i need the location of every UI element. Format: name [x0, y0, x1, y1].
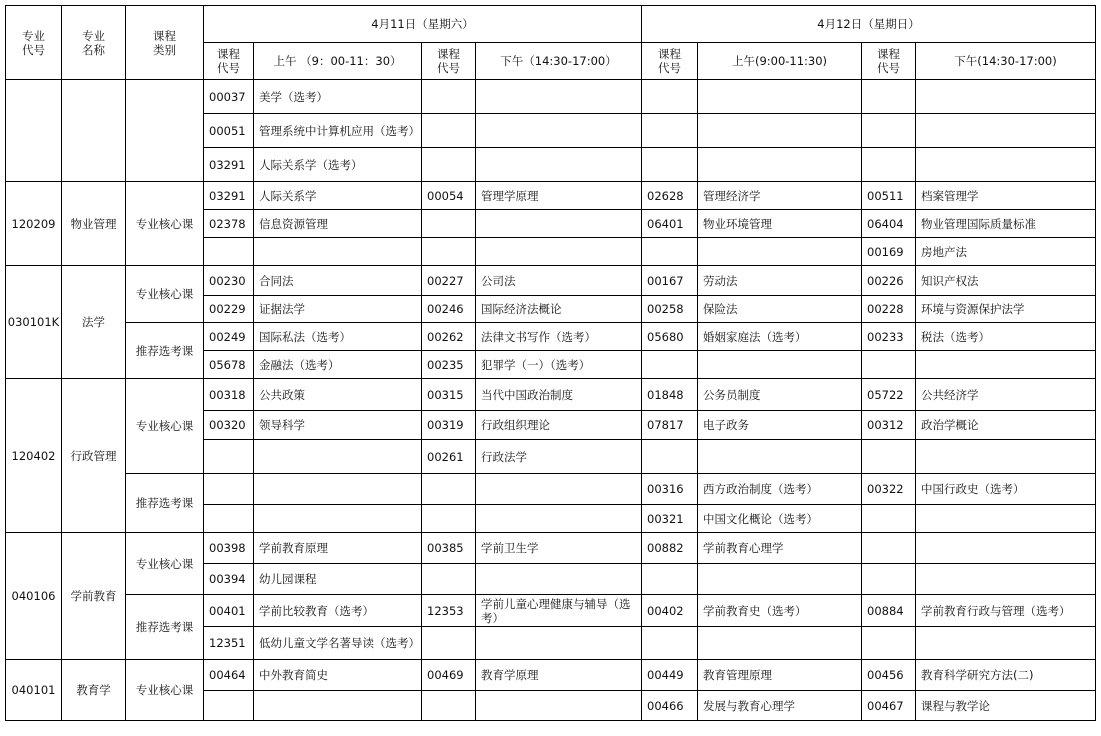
empty-cell [862, 627, 916, 660]
empty-cell [862, 114, 916, 148]
table-row [6, 182, 1096, 210]
course-name-cell: 领导科学 [254, 411, 422, 440]
course-code-cell: 00511 [862, 182, 916, 210]
course-name-cell: 物业环境管理 [698, 210, 862, 238]
course-code-cell: 00230 [204, 266, 254, 296]
major-code: 120402 [6, 379, 62, 533]
course-category: 专业核心课 [126, 182, 204, 266]
empty-cell [204, 440, 254, 474]
empty-cell [916, 627, 1096, 660]
course-code-cell: 00320 [204, 411, 254, 440]
course-name-cell: 国际私法（选考） [254, 323, 422, 351]
course-code-cell: 00037 [204, 80, 254, 114]
table-row [6, 595, 1096, 627]
empty-cell [698, 440, 862, 474]
empty-cell [916, 148, 1096, 182]
course-name-cell: 劳动法 [698, 266, 862, 296]
course-category: 推荐选考课 [126, 474, 204, 533]
course-code-cell: 00449 [642, 660, 698, 691]
course-code-cell: 00169 [862, 238, 916, 266]
empty-cell [642, 440, 698, 474]
empty-cell [916, 114, 1096, 148]
empty-cell [862, 440, 916, 474]
empty-cell [862, 351, 916, 379]
major-name: 法学 [62, 266, 126, 379]
major-name: 物业管理 [62, 182, 126, 266]
empty-cell [126, 80, 204, 182]
empty-cell [862, 505, 916, 533]
course-name-cell: 学前教育史（选考） [698, 595, 862, 627]
course-code-cell: 00322 [862, 474, 916, 505]
course-code-cell: 00249 [204, 323, 254, 351]
empty-cell [204, 505, 254, 533]
header-major-name: 专业名称 [62, 6, 126, 80]
course-name-cell: 管理系统中计算机应用（选考） [254, 114, 422, 148]
course-name-cell: 犯罪学（一）（选考） [476, 351, 642, 379]
course-code-cell: 00398 [204, 533, 254, 564]
empty-cell [476, 505, 642, 533]
course-code-cell: 00235 [422, 351, 476, 379]
empty-cell [916, 440, 1096, 474]
course-code-cell: 00228 [862, 296, 916, 323]
course-code-cell: 00261 [422, 440, 476, 474]
course-name-cell: 公司法 [476, 266, 642, 296]
table-row [6, 533, 1096, 564]
course-code-cell: 00246 [422, 296, 476, 323]
course-code-cell: 06401 [642, 210, 698, 238]
course-name-cell: 幼儿园课程 [254, 564, 422, 595]
course-code-cell: 06404 [862, 210, 916, 238]
empty-cell [476, 564, 642, 595]
empty-cell [254, 505, 422, 533]
empty-cell [916, 80, 1096, 114]
course-category: 推荐选考课 [126, 595, 204, 660]
empty-cell [422, 627, 476, 660]
course-code-cell: 05680 [642, 323, 698, 351]
course-name-cell: 环境与资源保护法学 [916, 296, 1096, 323]
course-code-cell: 00466 [642, 691, 698, 721]
course-name-cell: 管理学原理 [476, 182, 642, 210]
header-course-code: 课程代号 [422, 43, 476, 80]
course-name-cell: 学前教育心理学 [698, 533, 862, 564]
header-course-code: 课程代号 [642, 43, 698, 80]
empty-cell [642, 114, 698, 148]
course-code-cell: 03291 [204, 148, 254, 182]
course-name-cell: 教育学原理 [476, 660, 642, 691]
course-name-cell: 中国行政史（选考） [916, 474, 1096, 505]
course-code-cell: 00262 [422, 323, 476, 351]
empty-cell [698, 80, 862, 114]
course-name-cell: 证据法学 [254, 296, 422, 323]
table-row [6, 660, 1096, 691]
course-code-cell: 05678 [204, 351, 254, 379]
course-name-cell: 教育科学研究方法(二) [916, 660, 1096, 691]
course-name-cell: 物业管理国际质量标准 [916, 210, 1096, 238]
empty-cell [862, 564, 916, 595]
empty-cell [642, 351, 698, 379]
course-code-cell: 00315 [422, 379, 476, 411]
empty-cell [642, 564, 698, 595]
empty-cell [476, 691, 642, 721]
course-code-cell: 00469 [422, 660, 476, 691]
course-name-cell: 知识产权法 [916, 266, 1096, 296]
major-code: 030101K [6, 266, 62, 379]
table-row [6, 474, 1096, 505]
course-code-cell: 00167 [642, 266, 698, 296]
course-name-cell: 课程与教学论 [916, 691, 1096, 721]
empty-cell [698, 564, 862, 595]
course-name-cell: 行政组织理论 [476, 411, 642, 440]
empty-cell [6, 80, 62, 182]
course-name-cell: 发展与教育心理学 [698, 691, 862, 721]
empty-cell [476, 148, 642, 182]
empty-cell [422, 564, 476, 595]
major-code: 120209 [6, 182, 62, 266]
empty-cell [422, 148, 476, 182]
course-name-cell: 税法（选考） [916, 323, 1096, 351]
course-code-cell: 00402 [642, 595, 698, 627]
course-name-cell: 金融法（选考） [254, 351, 422, 379]
course-name-cell: 人际关系学 [254, 182, 422, 210]
course-name-cell: 学前教育原理 [254, 533, 422, 564]
course-code-cell: 02378 [204, 210, 254, 238]
course-code-cell: 00229 [204, 296, 254, 323]
course-code-cell: 02628 [642, 182, 698, 210]
empty-cell [204, 691, 254, 721]
empty-cell [916, 533, 1096, 564]
empty-cell [642, 148, 698, 182]
course-code-cell: 00385 [422, 533, 476, 564]
header-course-code: 课程代号 [204, 43, 254, 80]
course-code-cell: 01848 [642, 379, 698, 411]
empty-cell [204, 238, 254, 266]
table-row [6, 379, 1096, 411]
course-name-cell: 教育管理原理 [698, 660, 862, 691]
course-name-cell: 政治学概论 [916, 411, 1096, 440]
course-name-cell: 低幼儿童文学名著导读（选考） [254, 627, 422, 660]
major-code: 040106 [6, 533, 62, 660]
empty-cell [422, 210, 476, 238]
course-code-cell: 00226 [862, 266, 916, 296]
empty-cell [254, 440, 422, 474]
header-am-day2: 上午(9:00-11:30) [698, 43, 862, 80]
header-course-code: 课程代号 [862, 43, 916, 80]
course-name-cell: 西方政治制度（选考） [698, 474, 862, 505]
course-code-cell: 12353 [422, 595, 476, 627]
course-code-cell: 00467 [862, 691, 916, 721]
course-name-cell: 国际经济法概论 [476, 296, 642, 323]
empty-cell [642, 627, 698, 660]
course-code-cell: 00319 [422, 411, 476, 440]
header-pm-day1: 下午（14:30-17:00） [476, 43, 642, 80]
empty-cell [476, 210, 642, 238]
empty-cell [698, 627, 862, 660]
course-name-cell: 学前儿童心理健康与辅导（选考） [476, 595, 642, 627]
course-name-cell: 学前教育行政与管理（选考） [916, 595, 1096, 627]
course-code-cell: 05722 [862, 379, 916, 411]
empty-cell [254, 691, 422, 721]
empty-cell [916, 351, 1096, 379]
major-name: 学前教育 [62, 533, 126, 660]
course-code-cell: 00882 [642, 533, 698, 564]
header-am-day1: 上午 （9：00-11：30） [254, 43, 422, 80]
schedule-body [6, 6, 1096, 721]
course-name-cell: 学前比较教育（选考） [254, 595, 422, 627]
empty-cell [698, 114, 862, 148]
course-name-cell: 法律文书写作（选考） [476, 323, 642, 351]
course-code-cell: 00312 [862, 411, 916, 440]
course-name-cell: 婚姻家庭法（选考） [698, 323, 862, 351]
empty-cell [422, 80, 476, 114]
course-code-cell: 00227 [422, 266, 476, 296]
empty-cell [476, 80, 642, 114]
course-category: 专业核心课 [126, 379, 204, 474]
empty-cell [476, 114, 642, 148]
course-name-cell: 公共政策 [254, 379, 422, 411]
course-code-cell: 00321 [642, 505, 698, 533]
course-name-cell: 公务员制度 [698, 379, 862, 411]
empty-cell [422, 691, 476, 721]
exam-schedule-table [5, 5, 1096, 721]
header-major-code: 专业代号 [6, 6, 62, 80]
empty-cell [916, 564, 1096, 595]
course-name-cell: 公共经济学 [916, 379, 1096, 411]
major-code: 040101 [6, 660, 62, 721]
course-code-cell: 00054 [422, 182, 476, 210]
header-day1: 4月11日（星期六） [204, 6, 642, 43]
course-code-cell: 12351 [204, 627, 254, 660]
course-code-cell: 07817 [642, 411, 698, 440]
course-name-cell: 中外教育简史 [254, 660, 422, 691]
course-name-cell: 信息资源管理 [254, 210, 422, 238]
empty-cell [422, 238, 476, 266]
course-name-cell: 保险法 [698, 296, 862, 323]
course-category: 推荐选考课 [126, 323, 204, 379]
course-category: 专业核心课 [126, 660, 204, 721]
empty-cell [422, 114, 476, 148]
table-row [6, 323, 1096, 351]
header-course-category: 课程类别 [126, 6, 204, 80]
empty-cell [254, 474, 422, 505]
empty-cell [698, 148, 862, 182]
course-category: 专业核心课 [126, 533, 204, 595]
empty-cell [642, 238, 698, 266]
course-code-cell: 00464 [204, 660, 254, 691]
course-code-cell: 00233 [862, 323, 916, 351]
table-row [6, 80, 1096, 114]
course-code-cell: 00456 [862, 660, 916, 691]
empty-cell [476, 474, 642, 505]
course-name-cell: 美学（选考） [254, 80, 422, 114]
course-code-cell: 00051 [204, 114, 254, 148]
course-name-cell: 合同法 [254, 266, 422, 296]
empty-cell [422, 474, 476, 505]
course-name-cell: 人际关系学（选考） [254, 148, 422, 182]
empty-cell [476, 627, 642, 660]
course-code-cell: 00394 [204, 564, 254, 595]
empty-cell [254, 238, 422, 266]
course-name-cell: 电子政务 [698, 411, 862, 440]
header-day2: 4月12日（星期日） [642, 6, 1096, 43]
course-name-cell: 档案管理学 [916, 182, 1096, 210]
course-code-cell: 00401 [204, 595, 254, 627]
course-name-cell: 行政法学 [476, 440, 642, 474]
empty-cell [476, 238, 642, 266]
empty-cell [862, 80, 916, 114]
course-code-cell: 00318 [204, 379, 254, 411]
empty-cell [862, 148, 916, 182]
table-row [6, 266, 1096, 296]
course-code-cell: 03291 [204, 182, 254, 210]
empty-cell [422, 505, 476, 533]
empty-cell [642, 80, 698, 114]
empty-cell [862, 533, 916, 564]
course-name-cell: 房地产法 [916, 238, 1096, 266]
empty-cell [916, 505, 1096, 533]
course-name-cell: 管理经济学 [698, 182, 862, 210]
major-name: 行政管理 [62, 379, 126, 533]
major-name: 教育学 [62, 660, 126, 721]
header-pm-day2: 下午(14:30-17:00) [916, 43, 1096, 80]
course-name-cell: 当代中国政治制度 [476, 379, 642, 411]
course-code-cell: 00316 [642, 474, 698, 505]
course-category: 专业核心课 [126, 266, 204, 323]
course-code-cell: 00258 [642, 296, 698, 323]
course-code-cell: 00884 [862, 595, 916, 627]
course-name-cell: 学前卫生学 [476, 533, 642, 564]
empty-cell [62, 80, 126, 182]
course-name-cell: 中国文化概论（选考） [698, 505, 862, 533]
empty-cell [698, 351, 862, 379]
empty-cell [204, 474, 254, 505]
empty-cell [698, 238, 862, 266]
